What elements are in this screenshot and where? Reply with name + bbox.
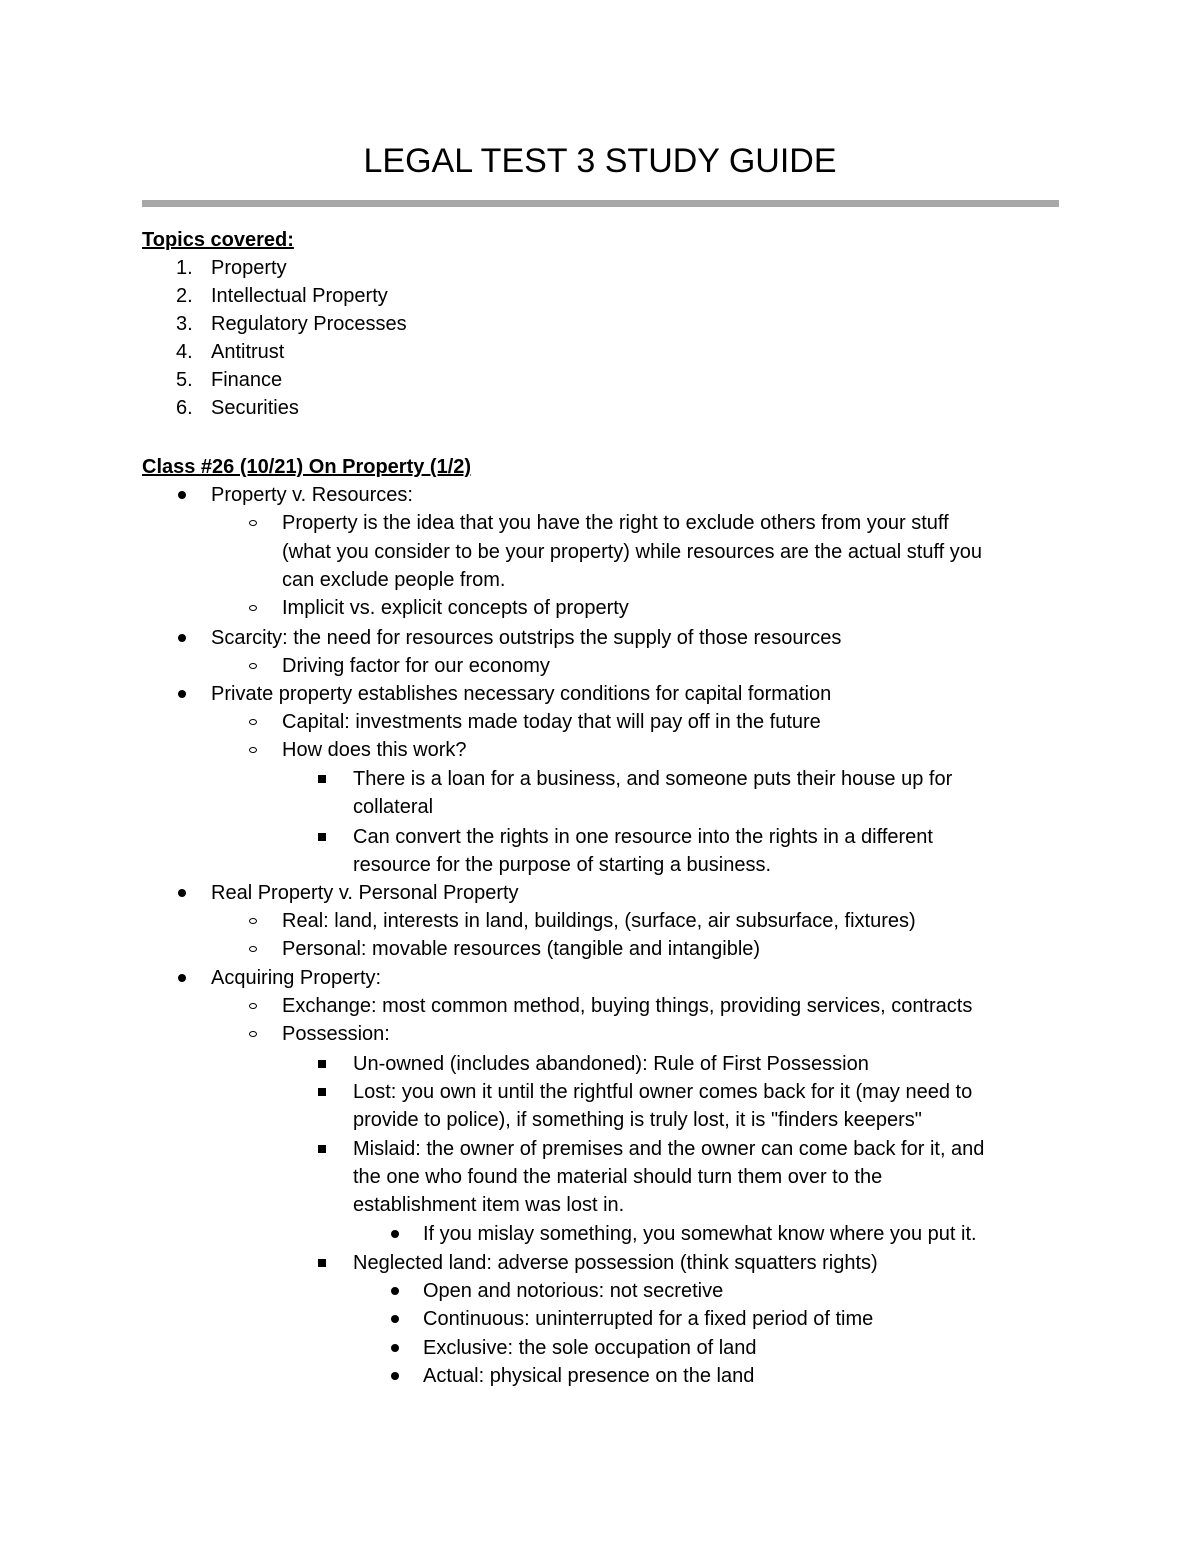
- bullet-disc-icon: [178, 974, 186, 982]
- bullet-square-icon: [318, 1145, 326, 1153]
- bullet-disc-icon: [391, 1315, 399, 1323]
- note-line: Continuous: uninterrupted for a fixed period of time: [423, 1308, 874, 1330]
- bullet-circle-icon: [249, 605, 257, 611]
- title-divider: [142, 200, 1059, 207]
- bullet-disc-icon: [391, 1372, 399, 1380]
- note-line: can exclude people from.: [282, 569, 506, 591]
- note-line: There is a loan for a business, and someone puts their house up for: [353, 768, 953, 790]
- topic-item: Regulatory Processes: [211, 313, 407, 335]
- note-line: (what you consider to be your property) while resources are the actual stuff you: [282, 541, 982, 563]
- topic-item: Property: [211, 257, 287, 279]
- bullet-square-icon: [318, 1088, 326, 1096]
- note-line: establishment item was lost in.: [353, 1194, 625, 1216]
- bullet-disc-icon: [391, 1287, 399, 1295]
- note-line: Open and notorious: not secretive: [423, 1280, 724, 1302]
- topic-item: Intellectual Property: [211, 285, 388, 307]
- bullet-circle-icon: [249, 520, 257, 526]
- note-line: the one who found the material should turn them over to the: [353, 1166, 883, 1188]
- bullet-circle-icon: [249, 719, 257, 725]
- note-line: Real: land, interests in land, buildings, (surface, air subsurface, fixtures): [282, 910, 916, 932]
- note-line: Property is the idea that you have the right to exclude others from your stuff: [282, 512, 949, 534]
- note-line: How does this work?: [282, 739, 467, 761]
- topics-heading: Topics covered:: [142, 229, 294, 251]
- note-line: Implicit vs. explicit concepts of property: [282, 597, 629, 619]
- topic-item: Antitrust: [211, 341, 285, 363]
- note-line: collateral: [353, 796, 434, 818]
- document-title: LEGAL TEST 3 STUDY GUIDE: [363, 142, 837, 180]
- note-line: Private property establishes necessary conditions for capital formation: [211, 683, 832, 705]
- class-heading: Class #26 (10/21) On Property (1/2): [142, 456, 472, 478]
- topic-number: 3.: [176, 313, 193, 335]
- note-line: Capital: investments made today that will pay off in the future: [282, 711, 821, 733]
- note-line: Exclusive: the sole occupation of land: [423, 1337, 757, 1359]
- note-line: If you mislay something, you somewhat know where you put it.: [423, 1223, 977, 1245]
- note-line: Possession:: [282, 1023, 390, 1045]
- bullet-circle-icon: [249, 918, 257, 924]
- bullet-circle-icon: [249, 663, 257, 669]
- bullet-disc-icon: [178, 690, 186, 698]
- note-line: Driving factor for our economy: [282, 655, 550, 677]
- note-line: resource for the purpose of starting a business.: [353, 854, 772, 876]
- note-line: Acquiring Property:: [211, 967, 382, 989]
- bullet-square-icon: [318, 833, 326, 841]
- note-line: Can convert the rights in one resource into the rights in a different: [353, 826, 933, 848]
- topic-item: Securities: [211, 397, 299, 419]
- bullet-circle-icon: [249, 946, 257, 952]
- bullet-disc-icon: [391, 1230, 399, 1238]
- note-line: Real Property v. Personal Property: [211, 882, 519, 904]
- note-line: Un-owned (includes abandoned): Rule of First Possession: [353, 1053, 869, 1075]
- note-line: Mislaid: the owner of premises and the owner can come back for it, and: [353, 1138, 985, 1160]
- topic-item: Finance: [211, 369, 283, 391]
- note-line: Neglected land: adverse possession (think squatters rights): [353, 1252, 878, 1274]
- note-line: provide to police), if something is truly lost, it is "finders keepers": [353, 1109, 922, 1131]
- bullet-disc-icon: [178, 491, 186, 499]
- bullet-square-icon: [318, 1060, 326, 1068]
- bullet-circle-icon: [249, 1031, 257, 1037]
- topic-number: 4.: [176, 341, 193, 363]
- note-line: Lost: you own it until the rightful owner comes back for it (may need to: [353, 1081, 973, 1103]
- topic-number: 6.: [176, 397, 193, 419]
- bullet-square-icon: [318, 775, 326, 783]
- bullet-disc-icon: [391, 1344, 399, 1352]
- topic-number: 5.: [176, 369, 193, 391]
- note-line: Scarcity: the need for resources outstrips the supply of those resources: [211, 627, 842, 649]
- topic-number: 2.: [176, 285, 193, 307]
- bullet-circle-icon: [249, 1003, 257, 1009]
- bullet-circle-icon: [249, 747, 257, 753]
- note-line: Exchange: most common method, buying things, providing services, contracts: [282, 995, 973, 1017]
- note-line: Personal: movable resources (tangible and intangible): [282, 938, 761, 960]
- bullet-disc-icon: [178, 634, 186, 642]
- note-line: Property v. Resources:: [211, 484, 413, 506]
- topic-number: 1.: [176, 257, 193, 279]
- bullet-disc-icon: [178, 889, 186, 897]
- note-line: Actual: physical presence on the land: [423, 1365, 755, 1387]
- bullet-square-icon: [318, 1259, 326, 1267]
